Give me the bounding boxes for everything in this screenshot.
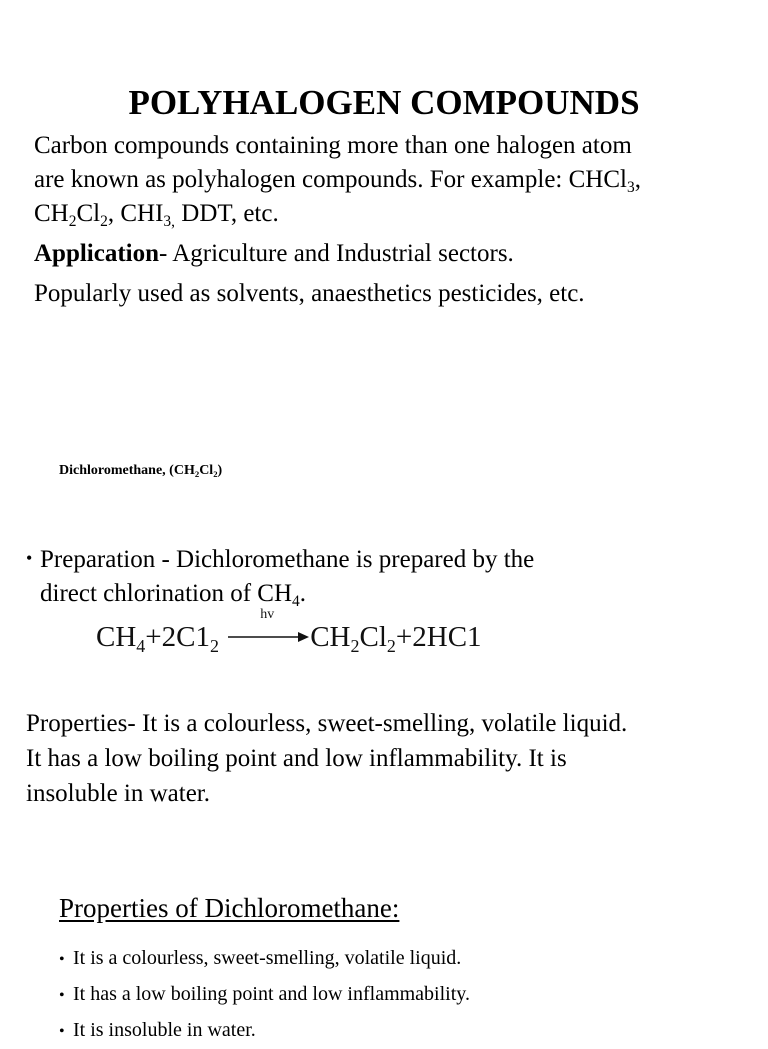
- properties-line-2: It has a low boiling point and low inflammability. It is: [26, 745, 567, 772]
- reaction-condition: hv: [260, 607, 275, 622]
- properties-list: [59, 941, 470, 1049]
- popular-uses-line: Popularly used as solvents, anaesthetics pesticides, etc.: [34, 280, 585, 307]
- properties-paragraph: [26, 706, 746, 811]
- preparation-bullet: [26, 541, 726, 611]
- intro-line-1: Carbon compounds containing more than one halogen atom: [34, 132, 632, 159]
- properties-line-3: insoluble in water.: [26, 780, 210, 807]
- preparation-line-1: Preparation - Dichloromethane is prepared by the: [40, 546, 535, 573]
- list-item: • It is a colourless, sweet-smelling, volatile liquid.: [59, 941, 470, 977]
- page-title: POLYHALOGEN COMPOUNDS: [128, 83, 640, 122]
- intro-line-2: are known as polyhalogen compounds. For example: CHCl$_3$,: [34, 166, 641, 196]
- properties-heading: Properties of Dichloromethane:: [59, 893, 400, 923]
- intro-line-3: $CH_2Cl_2$, $CHI_{3,}$ DDT, etc.: [34, 200, 279, 230]
- list-item: • It is insoluble in water.: [59, 1013, 470, 1049]
- list-item: • It has a low boiling point and low inflammability.: [59, 977, 470, 1013]
- chlorination-equation: $CH_4+2C1_2$ hv $CH_2Cl_2+2HC1$: [96, 607, 482, 656]
- reaction-arrow-icon: [226, 607, 310, 650]
- application-line: Application- Agriculture and Industrial sectors.: [34, 240, 514, 267]
- properties-line-1: Properties- It is a colourless, sweet-smelling, volatile liquid.: [26, 710, 628, 737]
- dichloromethane-caption: Dichloromethane, $(CH_2Cl_2)$: [59, 463, 223, 479]
- application-label: Application: [34, 240, 160, 267]
- bullet-icon: •: [26, 548, 33, 568]
- intro-paragraph: [34, 129, 754, 311]
- preparation-line-2: direct chlorination of $CH_4$.: [40, 580, 307, 610]
